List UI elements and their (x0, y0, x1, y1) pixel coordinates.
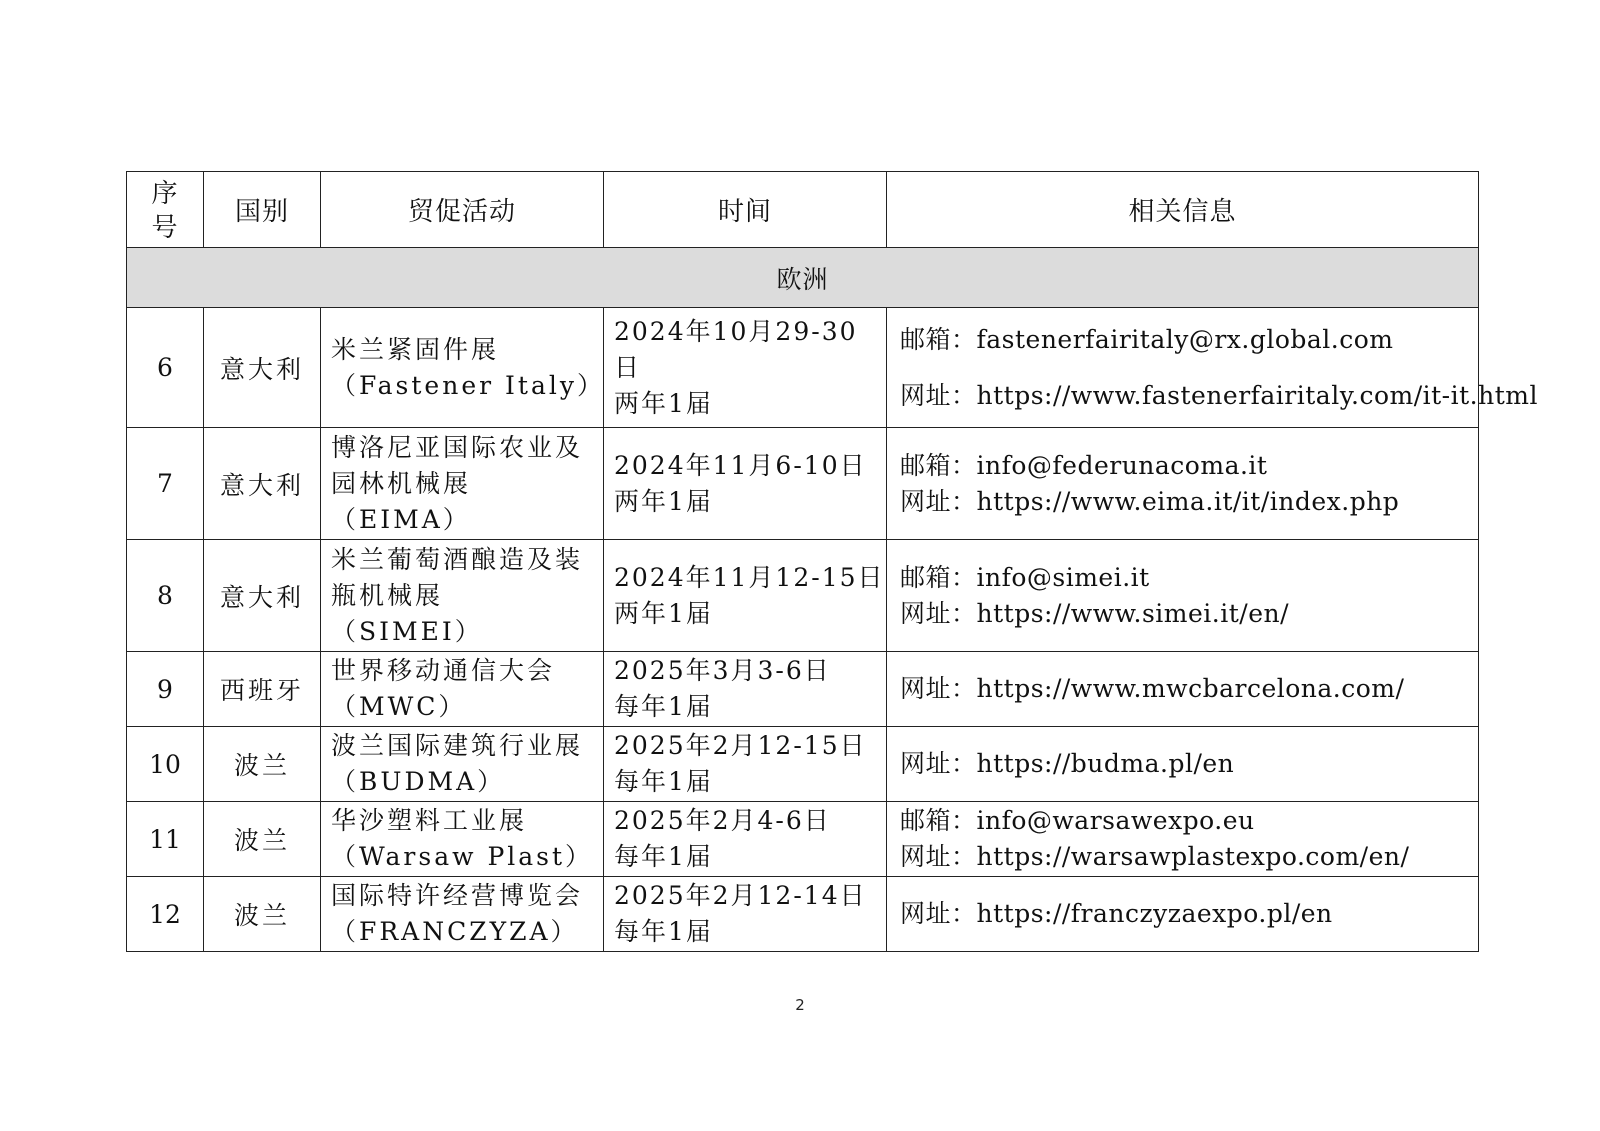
contact-info-line: 网址：https://www.simei.it/en/ (900, 598, 1290, 628)
cell-time (604, 540, 887, 652)
table-row (127, 428, 1479, 540)
event-name-line: 米兰葡萄酒酿造及装 (331, 544, 584, 574)
cell-index: 6 (127, 308, 204, 428)
cell-time (604, 308, 887, 428)
table-header-row (127, 172, 1479, 248)
event-time-line: 两年1届 (614, 598, 713, 628)
cell-info (887, 428, 1479, 540)
cell-country: 意大利 (204, 308, 321, 428)
cell-time (604, 802, 887, 877)
table-row (127, 877, 1479, 952)
contact-info-line: 邮箱：info@warsawexpo.eu (900, 806, 1255, 835)
cell-index: 7 (127, 428, 204, 540)
contact-info-line: 网址：https://www.mwcbarcelona.com/ (900, 674, 1405, 703)
event-name-line: 国际特许经营博览会 (331, 881, 584, 910)
cell-index: 10 (127, 727, 204, 802)
contact-info-line: 网址：https://warsawplastexpo.com/en/ (900, 842, 1410, 871)
cell-country: 波兰 (204, 727, 321, 802)
event-name-line: 波兰国际建筑行业展 (331, 731, 584, 760)
cell-country: 波兰 (204, 802, 321, 877)
cell-index: 12 (127, 877, 204, 952)
event-name-line: （SIMEI） (331, 616, 483, 646)
header-info: 相关信息 (887, 172, 1479, 248)
cell-event (321, 308, 604, 428)
event-name-line: （FRANCZYZA） (331, 917, 579, 946)
contact-info-line: 网址：https://franczyzaexpo.pl/en (900, 899, 1333, 928)
event-time-line: 2025年2月12-14日 (614, 881, 867, 910)
table-row (127, 652, 1479, 727)
cell-info (887, 727, 1479, 802)
event-time-line: 每年1届 (614, 842, 713, 871)
cell-info (887, 877, 1479, 952)
region-row (127, 248, 1479, 308)
event-time-line: 2025年2月12-15日 (614, 731, 867, 760)
contact-info-line: 邮箱：info@simei.it (900, 562, 1150, 592)
header-country: 国别 (204, 172, 321, 248)
cell-info (887, 652, 1479, 727)
contact-info-line: 网址：https://budma.pl/en (900, 749, 1235, 778)
cell-country: 意大利 (204, 428, 321, 540)
cell-event (321, 727, 604, 802)
cell-time (604, 727, 887, 802)
cell-country: 波兰 (204, 877, 321, 952)
event-name-line: 华沙塑料工业展 (331, 806, 528, 835)
contact-info-line: 网址：https://www.fastenerfairitaly.com/it-it.html (900, 380, 1538, 410)
event-time-line: 每年1届 (614, 692, 713, 721)
event-time-line: 每年1届 (614, 917, 713, 946)
cell-time (604, 877, 887, 952)
region-label: 欧洲 (127, 248, 1479, 308)
cell-info (887, 540, 1479, 652)
table-row (127, 540, 1479, 652)
event-time-line: 两年1届 (614, 388, 713, 418)
event-name-line: 园林机械展 (331, 468, 472, 498)
cell-time (604, 428, 887, 540)
event-time-line: 2024年11月6-10日 (614, 450, 867, 480)
header-time: 时间 (604, 172, 887, 248)
cell-event (321, 540, 604, 652)
event-name-line: （MWC） (331, 692, 467, 721)
cell-info (887, 802, 1479, 877)
event-name-line: （Fastener Italy） (331, 370, 605, 400)
contact-info-line: 邮箱：info@federunacoma.it (900, 450, 1268, 480)
event-name-line: 博洛尼亚国际农业及 (331, 432, 584, 462)
trade-events-table (126, 171, 1538, 952)
event-time-line: 两年1届 (614, 486, 713, 516)
event-name-line: 世界移动通信大会 (331, 656, 556, 685)
cell-index: 9 (127, 652, 204, 727)
cell-index: 8 (127, 540, 204, 652)
event-name-line: （BUDMA） (331, 767, 506, 796)
event-time-line: 2025年3月3-6日 (614, 656, 831, 685)
cell-country: 西班牙 (204, 652, 321, 727)
header-index (127, 172, 204, 248)
cell-info (887, 308, 1538, 428)
event-time-line: 2024年10月29-30日 (614, 316, 858, 382)
header-index-char: 号 (151, 212, 179, 243)
table-row (127, 802, 1479, 877)
cell-event (321, 877, 604, 952)
event-name-line: （Warsaw Plast） (331, 842, 594, 871)
event-name-line: （EIMA） (331, 504, 471, 534)
header-event: 贸促活动 (321, 172, 604, 248)
event-time-line: 每年1届 (614, 767, 713, 796)
event-time-line: 2024年11月12-15日 (614, 562, 885, 592)
event-time-line: 2025年2月4-6日 (614, 806, 831, 835)
event-name-line: 瓶机械展 (331, 580, 444, 610)
cell-index: 11 (127, 802, 204, 877)
cell-event (321, 652, 604, 727)
cell-time (604, 652, 887, 727)
contact-info-line: 邮箱：fastenerfairitaly@rx.global.com (900, 324, 1394, 354)
event-name-line: 米兰紧固件展 (331, 334, 500, 364)
cell-event (321, 428, 604, 540)
table-row (127, 308, 1479, 428)
header-index-char: 序 (151, 178, 179, 209)
page-number: 2 (795, 996, 805, 1014)
table-row (127, 727, 1479, 802)
cell-event (321, 802, 604, 877)
contact-info-line: 网址：https://www.eima.it/it/index.php (900, 486, 1400, 516)
cell-country: 意大利 (204, 540, 321, 652)
